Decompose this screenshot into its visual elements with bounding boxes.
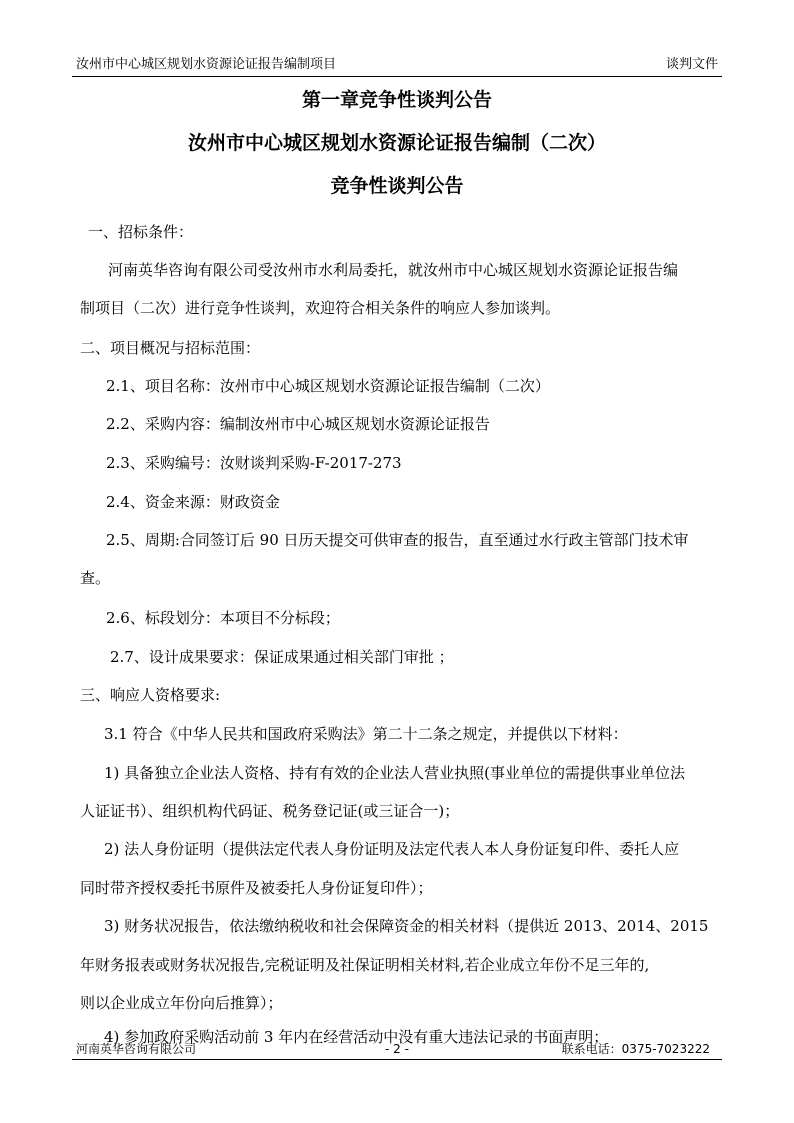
list-item: 2.2、采购内容：编制汝州市中心城区规划水资源论证报告: [106, 415, 490, 433]
page-header: [72, 56, 722, 77]
section-heading: 一、招标条件：: [88, 223, 194, 241]
section-heading: 三、响应人资格要求:: [80, 686, 221, 704]
section-heading: 二、项目概况与招标范围：: [80, 339, 261, 357]
list-item: 2.7、设计成果要求：保证成果通过相关部门审批 ；: [110, 648, 454, 666]
notice-title: 竞争性谈判公告: [330, 175, 464, 197]
list-item-continuation: 人证证书）、组织机构代码证、税务登记证(或三证合一)；: [80, 802, 460, 820]
list-item-continuation: 则以企业成立年份向后推算）；: [80, 994, 283, 1012]
list-item: 1) 具备独立企业法人资格、持有有效的企业法人营业执照(事业单位的需提供事业单位法: [104, 764, 686, 782]
list-item: 2) 法人身份证明（提供法定代表人身份证明及法定代表人本人身份证复印件、委托人应: [104, 840, 680, 858]
page-number: - 2 -: [385, 1042, 409, 1056]
page-footer: [72, 1041, 722, 1060]
list-item: 4) 参加政府采购活动前 3 年内在经营活动中没有重大违法记录的书面声明；: [104, 1028, 609, 1046]
header-doc-type: 谈判文件: [665, 57, 718, 72]
list-item: 2.6、标段划分：本项目不分标段；: [106, 609, 340, 627]
paragraph-line: 河南英华咨询有限公司受汝州市水利局委托，就汝州市中心城区规划水资源论证报告编: [108, 261, 679, 279]
list-item-continuation: 同时带齐授权委托书原件及被委托人身份证复印件）；: [80, 879, 433, 897]
list-item: 2.3、采购编号：汝财谈判采购-F-2017-273: [106, 454, 402, 472]
header-project-title: 汝州市中心城区规划水资源论证报告编制项目: [76, 57, 337, 72]
footer-phone: 联系电话：0375-7023222: [561, 1042, 710, 1056]
project-title: 汝州市中心城区规划水资源论证报告编制（二次）: [187, 132, 606, 154]
footer-company: 河南英华咨询有限公司: [76, 1042, 197, 1056]
list-item-continuation: 年财务报表或财务状况报告,完税证明及社保证明相关材料,若企业成立年份不足三年的,: [80, 956, 650, 974]
list-item: 3.1 符合《中华人民共和国政府采购法》第二十二条之规定，并提供以下材料：: [104, 725, 628, 743]
list-item: 2.5、周期:合同签订后 90 日历天提交可供审查的报告，直至通过水行政主管部门技术审: [106, 531, 689, 549]
list-item-continuation: 查。: [80, 569, 111, 587]
list-item: 3) 财务状况报告，依法缴纳税收和社会保障资金的相关材料（提供近 2013、2014、2015: [104, 917, 709, 935]
list-item: 2.4、资金来源：财政资金: [106, 493, 280, 511]
paragraph-line: 制项目（二次）进行竞争性谈判，欢迎符合相关条件的响应人参加谈判。: [80, 299, 561, 317]
list-item: 2.1、项目名称：汝州市中心城区规划水资源论证报告编制（二次）: [106, 377, 550, 395]
chapter-title: 第一章竞争性谈判公告: [301, 89, 492, 111]
